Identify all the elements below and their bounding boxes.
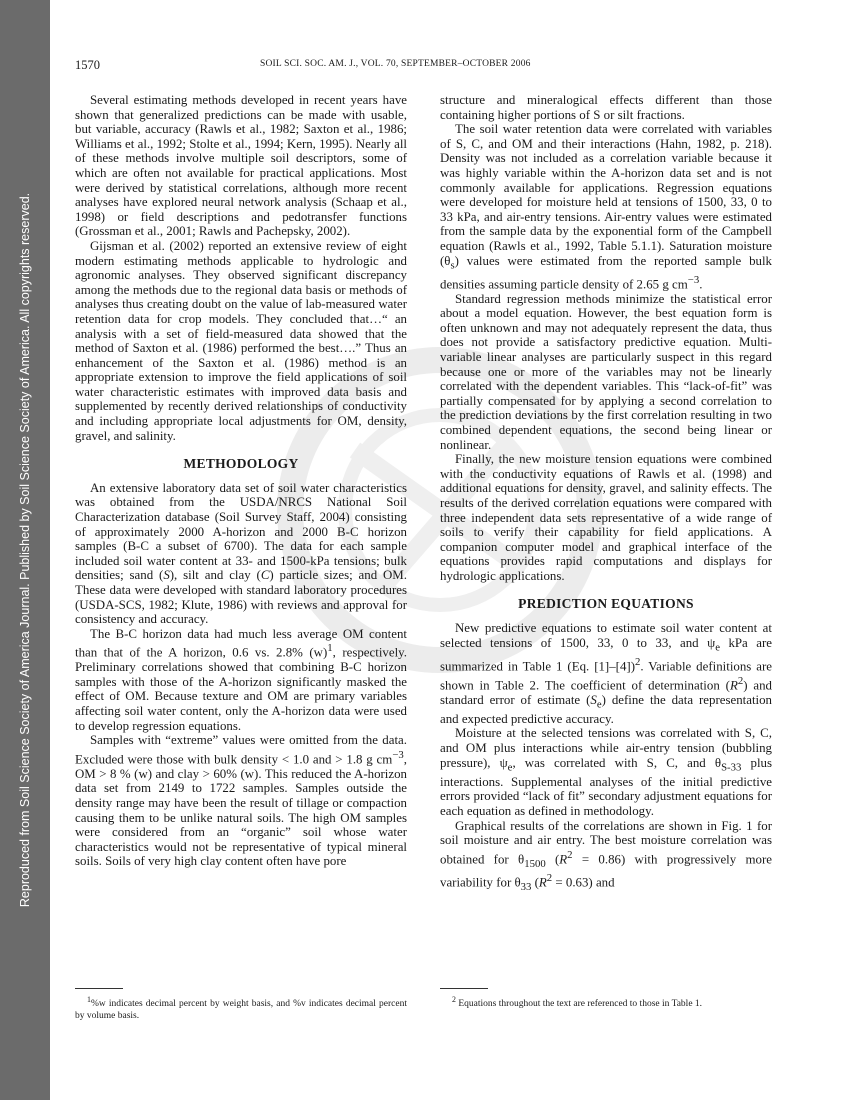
paragraph: structure and mineralogical effects different than those containing higher portions of S or silt fractions. [440, 93, 772, 122]
paragraph: Finally, the new moisture tension equations were combined with the conductivity equations of Rawls et al. (1998) and additional equations for density, gravel, and salinity effects. The results of the derived correlation equations were compared with three independent data sets representative of a wide range of soils to verify their capability for field applications. A companion computer model and graphical interface of the equations provides rapid computations and displays for hydrologic applications. [440, 452, 772, 583]
paragraph: The soil water retention data were correlated with variables of S, C, and OM and their interactions (Hahn, 1982, p. 218). Density was not included as a correlation variable because it was highly variable within the A-horizon data set and is not commonly available for applications. Regression equations were developed for moisture held at tensions of 1500, 33, 0 to 33 kPa, and air-entry tensions. Air-entry values were estimated from the sample data by the exponential form of the Campbell equation (Rawls et al., 1992, Table 5.1.1). Saturation moisture $(\theta_s)$ values were estimated from the reported sample bulk densities assuming particle density of 2.65 g $cm^{-3}$. [440, 122, 772, 291]
footnote-rule [440, 988, 488, 989]
paragraph: Graphical results of the correlations are shown in Fig. 1 for soil moisture and air entry. The best moisture correlation was obtained for $\theta_{1500}$ $(R^2 = 0.86)$ with progressively more variability for $\theta_{33}$ $(R^2 = 0.63)$ and [440, 818, 772, 894]
right-column [440, 93, 772, 895]
footnote-right [440, 988, 772, 1011]
footnote-text: $^1$%w indicates decimal percent by weight basis, and %v indicates decimal percent by volume basis. [75, 995, 407, 1021]
footnote-left [75, 988, 407, 1022]
left-column [75, 93, 407, 869]
section-heading-prediction-equations: PREDICTION EQUATIONS [518, 596, 694, 612]
paragraph: Standard regression methods minimize the statistical error about a model equation. However, the best equation form is often unknown and may not adequately represent the data, thus does not provide a satisfactory predictive equation. Multi-variable linear analyses are particularly suspect in this regard because one or more of the variables may not be linearly correlated with the dependent variables. This “lack-of-fit” was partially compensated for by applying a second correlation to the prediction deviations by the first correlation resulting in two combined dependent equations, the second being linear or nonlinear. [440, 291, 772, 452]
paragraph: Samples with “extreme” values were omitted from the data. Excluded were those with bulk density < 1.0 and > 1.8 g $cm^{-3}$, OM > 8 % (w) and clay > 60% (w). This reduced the A-horizon data set from 2149 to 1722 samples. Samples outside the density range may have been the result of tillage or compaction causing them to be unlike natural soils. The high OM samples were considered from an “organic” soil whose water characteristics would not be representative of typical mineral soils. Soils of very high clay content often have pore [75, 733, 407, 869]
paragraph: An extensive laboratory data set of soil water characteristics was obtained from the USDA/NRCS National Soil Characterization database (Soil Survey Staff, 2004) consisting of approximately 2000 A-horizon and 2000 B-C horizon samples (B-C a subset of 6700). The data for each sample included soil water content at 33- and 1500-kPa tensions; bulk densities; sand (S), silt and clay (C) particle sizes; and OM. These data were developed with standard laboratory procedures (USDA-SCS, 1982; Klute, 1986) with reviews and approval for consistency and accuracy. [75, 480, 407, 627]
paragraph: New predictive equations to estimate soil water content at selected tensions of 1500, 33, 0 to 33, and $\psi_e$ kPa are summarized in Table 1 (Eq. [1]–[4])$^2$. Variable definitions are shown in Table 2. The coefficient of determination $(R^2)$ and standard error of estimate $(S_e)$ define the data representation and expected predictive accuracy. [440, 621, 773, 726]
footnote-rule [75, 988, 123, 989]
copyright-sidebar [0, 0, 50, 1100]
copyright-notice: Reproduced from Soil Science Society of America Journal. Published by Soil Science Society of America. All copyrights reserved. [18, 192, 32, 908]
section-heading-methodology: METHODOLOGY [183, 456, 299, 472]
running-header: SOIL SCI. SOC. AM. J., VOL. 70, SEPTEMBER–OCTOBER 2006 [260, 59, 531, 69]
paragraph: Moisture at the selected tensions was correlated with S, C, and OM plus interactions while air-entry tension (bubbling pressure), $\psi_e$, was correlated with S, C, and $\theta_{S-33}$ plus interactions. Supplemental analyses of the initial predictive errors provided “lack of fit” secondary adjustment equations for each equation as defined in methodology. [440, 726, 772, 818]
footnote-text: $^2$ Equations throughout the text are referenced to those in Table 1. [452, 995, 703, 1010]
page-number: 1570 [75, 58, 100, 72]
paragraph: The B-C horizon data had much less average OM content than that of the A horizon, 0.6 vs. 2.8% $(w)^1$, respectively. Preliminary correlations showed that combining B-C horizon samples with those of the A-horizon significantly masked the effect of OM. Because texture and OM are primary variables affecting soil water content, only the A-horizon data were used to develop regression equations. [75, 626, 407, 733]
paragraph: Several estimating methods developed in recent years have shown that generalized predictions can be made with usable, but variable, accuracy (Rawls et al., 1982; Saxton et al., 1986; Williams et al., 1992; Stolte et al., 1994; Kern, 1995). Nearly all of these methods involve multiple soil descriptors, some of which are often not available for practical applications. Most were derived by statistical correlations, although more recent analyses have explored neural network analysis (Schaap et al., 1998) or field descriptions and pedotransfer functions (Grossman et al., 2001; Rawls and Pachepsky, 2002). [75, 93, 407, 239]
paragraph: Gijsman et al. (2002) reported an extensive review of eight modern estimating methods applicable to hydrologic and agronomic analyses. They observed significant discrepancy among the methods due to the regional data basis or methods of analyses thus creating doubt on the value of lab-measured water retention data for crop models. They concluded that…“ an analysis with a set of field-measured data showed that the method of Saxton et al. (1986) performed the best….” Thus an enhancement of the Saxton et al. (1986) method is an appropriate extension to improve the field applications of soil water characteristic estimates with improved data basis and supplemented by recently derived relationships of conductivity and including appropriate local adjustments for OM, density, gravel, and salinity. [75, 238, 407, 443]
